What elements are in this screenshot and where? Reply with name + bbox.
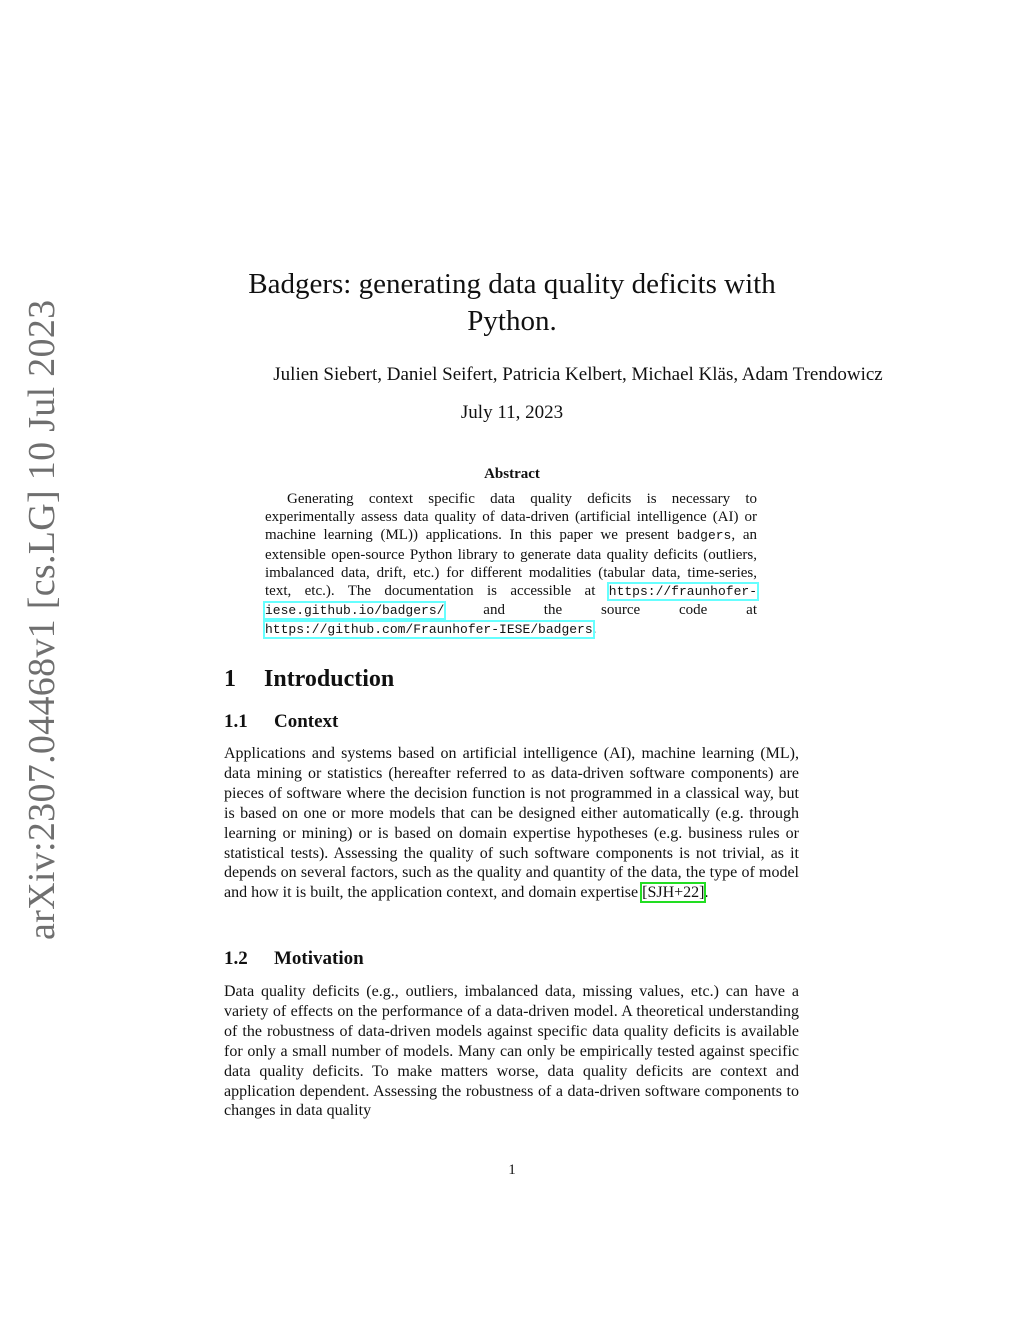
context-paragraph (224, 744, 799, 903)
section-number: 1 (224, 666, 236, 692)
citation-link[interactable]: [SJH+22] (642, 884, 705, 902)
arxiv-identifier-stamp: arXiv:2307.04468v1 [cs.LG] 10 Jul 2023 (21, 299, 63, 940)
subsection-number: 1.1 (224, 711, 248, 732)
paper-title-line-1: Badgers: generating data quality deficits with (248, 268, 776, 300)
abstract-text (265, 490, 757, 640)
badgers-library-name: badgers (676, 528, 732, 544)
subsection-heading-context (224, 711, 338, 733)
abstract-text-end: . (592, 621, 597, 638)
page-number: 1 (508, 1162, 516, 1178)
abstract-text-part-3: and the source code at (483, 602, 757, 619)
section-title: Introduction (264, 666, 395, 692)
motivation-paragraph: Data quality deficits (e.g., outliers, imbalanced data, missing values, etc.) can have a variety of effects on the performance of a data-driven model. A theoretical understanding of the robustness of data-driven models against specific data quality deficits is available for only a small number of models. Many can only be empirically tested against specific data quality deficits. To make matters worse, data quality deficits are context and application dependent. Assessing the robustness of a data-driven software components to changes in data quality (224, 983, 799, 1120)
subsection-heading-motivation (224, 948, 364, 970)
paper-title (200, 266, 824, 340)
abstract-heading: Abstract (484, 466, 540, 482)
publication-date: July 11, 2023 (460, 402, 564, 423)
documentation-link[interactable]: https://fraunhofer-iese.github.io/badgers/ (265, 584, 757, 619)
context-text: Applications and systems based on artificial intelligence (AI), machine learning (ML), data mining or statistics (hereafter referred to as data-driven software components) are pieces of software where the decision function is not programmed in a classical way, but is based on one or more models that can be designed either automatically (e.g. through learning or mining) or is based on domain expertise hypotheses (e.g. business rules or statistical tests). Assessing the quality of such software components is not trivial, as it depends on several factors, such as the quality and quantity of the data, the type of model and how it is built, the application context, and domain expertise (224, 745, 799, 902)
section-heading-introduction (224, 666, 394, 693)
subsection-title: Context (274, 711, 339, 732)
abstract-text-part-1: Generating context specific data quality deficits is necessary to experimentally assess data quality of data-driven (artificial intelligence (AI) or machine learning (ML)) applications. In this paper we present (265, 491, 757, 544)
context-text-end: . (704, 884, 709, 902)
abstract-text-part-2: , an extensible open-source Python library to generate data quality deficits (outliers, imbalanced data, drift, etc.) for different modalities (tabular data, time-series, text, etc.). The documentation is accessible at (265, 527, 758, 600)
source-code-link[interactable]: https://github.com/Fraunhofer-IESE/badgers (265, 622, 593, 638)
paper-title-line-2: Python. (467, 305, 557, 337)
subsection-number: 1.2 (224, 948, 248, 969)
subsection-title: Motivation (274, 948, 364, 969)
author-list: Julien Siebert, Daniel Seifert, Patricia Kelbert, Michael Kläs, Adam Trendowicz (273, 364, 883, 385)
